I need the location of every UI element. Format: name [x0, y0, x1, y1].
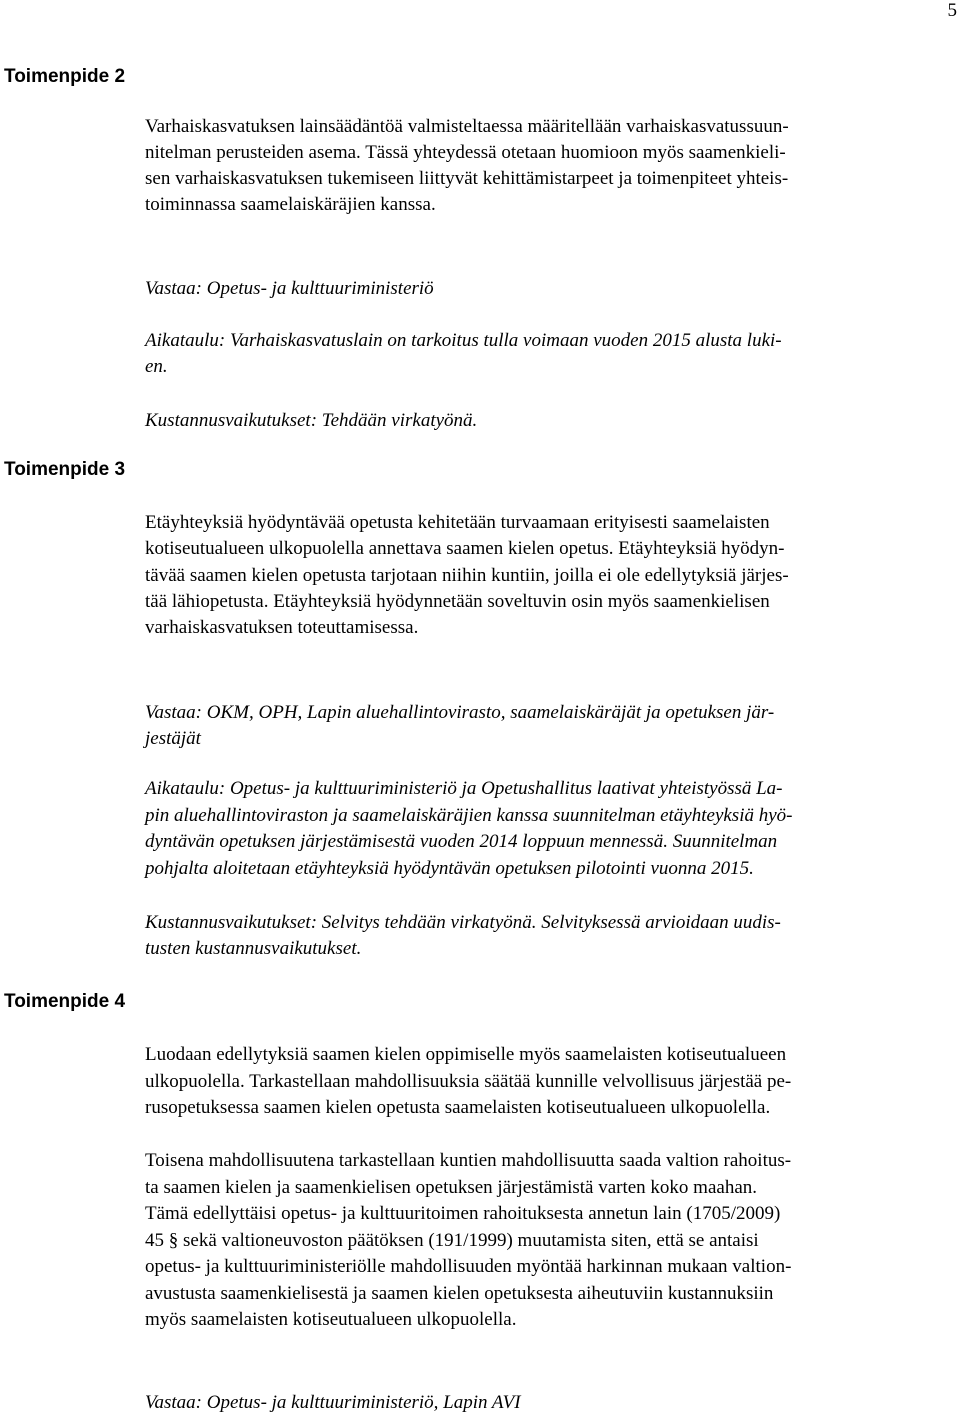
- text-line: pohjalta aloitetaan etäyhteyksiä hyödyntävän opetuksen pilotointi vuonna 2015.: [145, 858, 754, 879]
- section-heading: Toimenpide 3: [4, 459, 126, 480]
- text-line: Kustannusvaikutukset: Selvitys tehdään virkatyönä. Selvityksessä arvioidaan uudis-: [145, 912, 781, 933]
- text-line: Tämä edellyttäisi opetus- ja kulttuuritoimen rahoituksesta annetun lain (1705/2009): [145, 1203, 781, 1224]
- text-line: varhaiskasvatuksen toteuttamisessa.: [145, 617, 419, 638]
- page-number: 5: [947, 0, 957, 21]
- responsible-line: Vastaa: Opetus- ja kulttuuriministeriö, Lapin AVI: [145, 1392, 521, 1413]
- text-line: avustusta saamenkielisestä ja saamen kielen opetuksesta aiheutuviin kustannuksiin: [145, 1283, 774, 1304]
- text-line: en.: [145, 356, 168, 377]
- text-line: Luodaan edellytyksiä saamen kielen oppimiselle myös saamelaisten kotiseutualueen: [145, 1044, 787, 1065]
- responsible-line: Vastaa: Opetus- ja kulttuuriministeriö: [145, 278, 434, 299]
- text-line: ta saamen kielen ja saamenkielisen opetuksen järjestämistä varten koko maahan.: [145, 1177, 757, 1198]
- text-line: toiminnassa saamelaiskäräjien kanssa.: [145, 194, 436, 215]
- cost-effects-line: Kustannusvaikutukset: Tehdään virkatyönä.: [145, 410, 478, 431]
- text-line: tusten kustannusvaikutukset.: [145, 938, 362, 959]
- text-line: tävää saamen kielen opetusta tarjotaan niihin kuntiin, joilla ei ole edellytyksiä järjes-: [145, 565, 789, 586]
- text-line: Etäyhteyksiä hyödyntävää opetusta kehitetään turvaamaan erityisesti saamelaisten: [145, 512, 770, 533]
- text-line: ulkopuolella. Tarkastellaan mahdollisuuksia säätää kunnille velvollisuus järjestää pe-: [145, 1071, 792, 1092]
- text-line: kotiseutualueen ulkopuolella annettava saamen kielen opetus. Etäyhteyksiä hyödyn-: [145, 538, 785, 559]
- text-line: 45 § sekä valtioneuvoston päätöksen (191/1999) muutamista siten, että se antaisi: [145, 1230, 759, 1251]
- text-line: nitelman perusteiden asema. Tässä yhteydessä otetaan huomioon myös saamenkieli-: [145, 142, 786, 163]
- text-line: dyntävän opetuksen järjestämisestä vuoden 2014 loppuun mennessä. Suunnitelman: [145, 831, 778, 852]
- text-line: myös saamelaisten kotiseutualueen ulkopuolella.: [145, 1309, 517, 1330]
- section-heading: Toimenpide 4: [4, 991, 126, 1012]
- text-line: Toisena mahdollisuutena tarkastellaan kuntien mahdollisuutta saada valtion rahoitus-: [145, 1150, 792, 1171]
- text-line: Aikataulu: Opetus- ja kulttuuriministeriö ja Opetushallitus laativat yhteistyössä La-: [145, 778, 783, 799]
- text-line: rusopetuksessa saamen kielen opetusta saamelaisten kotiseutualueen ulkopuolella.: [145, 1097, 771, 1118]
- text-line: opetus- ja kulttuuriministeriölle mahdollisuuden myöntää harkinnan mukaan valtion-: [145, 1256, 792, 1277]
- text-line: pin aluehallintoviraston ja saamelaiskäräjien kanssa suunnitelman etäyhteyksiä hyö-: [145, 805, 793, 826]
- text-line: Vastaa: OKM, OPH, Lapin aluehallintovirasto, saamelaiskäräjät ja opetuksen jär-: [145, 702, 775, 723]
- section-heading: Toimenpide 2: [4, 66, 126, 87]
- text-line: jestäjät: [145, 728, 201, 749]
- text-line: sen varhaiskasvatuksen tukemiseen liittyvät kehittämistarpeet ja toimenpiteet yhteis-: [145, 168, 789, 189]
- text-line: Varhaiskasvatuksen lainsäädäntöä valmisteltaessa määritellään varhaiskasvatussuun-: [145, 116, 789, 137]
- text-line: Aikataulu: Varhaiskasvatuslain on tarkoitus tulla voimaan vuoden 2015 alusta luki-: [145, 330, 782, 351]
- text-line: tää lähiopetusta. Etäyhteyksiä hyödynnetään soveltuvin osin myös saamenkielisen: [145, 591, 770, 612]
